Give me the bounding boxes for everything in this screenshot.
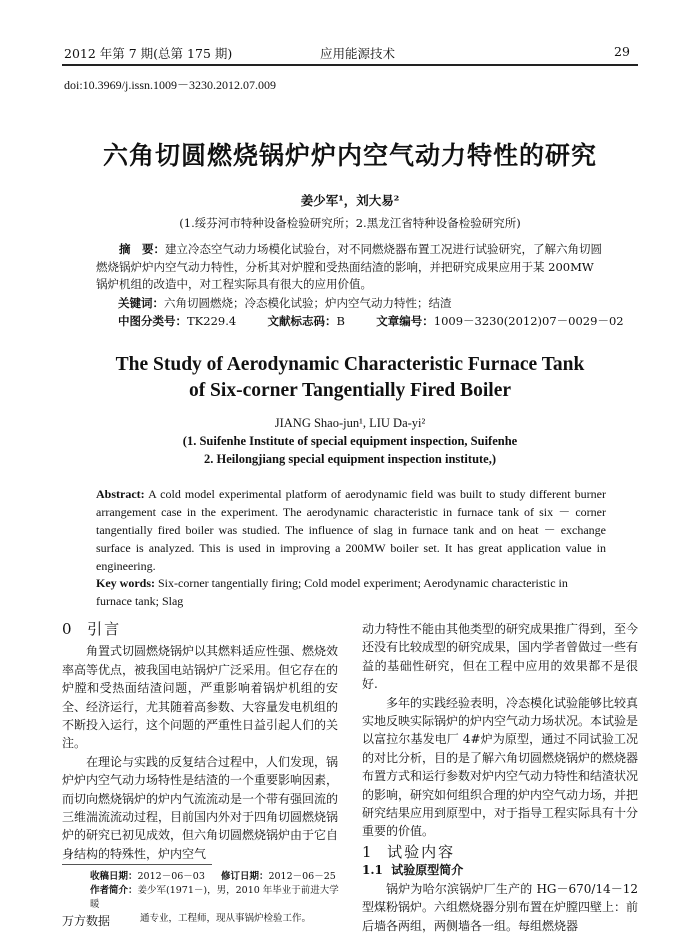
keywords-cn-text: 六角切圆燃烧；冷态模化试验；炉内空气动力特性；结渣 xyxy=(164,296,452,310)
keywords-en xyxy=(96,574,606,610)
abstract-en xyxy=(96,485,606,575)
abstract-cn xyxy=(96,241,604,294)
title-en-line1: The Study of Aerodynamic Characteristic Furnace Tank xyxy=(115,354,585,375)
intro-paragraph-4: 多年的实践经验表明，冷态模化试验能够比较真实地反映实际锅炉的炉内空气动力场状况。本试验是以富拉尔基发电厂 4#炉为原型，通过不同试验工况的对比分析，目的是了解六角切圆燃烧锅炉的燃烧器布置方式和运行参数对炉内空气动力特性和结渣状况的影响，研究如何组织合理的炉内空气动力场，并把研究结果应用到原型中，对于指导工程实际具有十分重要的价值。 xyxy=(362,695,639,839)
section-0-number: 0 xyxy=(62,620,74,638)
article-number: 1009－3230(2012)07－0029－02 xyxy=(433,314,624,328)
doc-code: B xyxy=(336,314,345,328)
subsection-1-1-heading xyxy=(362,861,638,879)
affiliations-en-line1: (1. Suifenhe Institute of special equipment inspection, Suifenhe xyxy=(182,434,518,448)
page-number: 29 xyxy=(614,44,630,59)
title-en-line2: of Six-corner Tangentially Fired Boiler xyxy=(188,380,512,401)
intro-paragraph-2: 在理论与实践的反复结合过程中，人们发现，锅炉炉内空气动力场特性是结渣的一个重要影响因素，而切向燃烧锅炉的炉内气流流动是一个带有强回流的三维湍流流动过程，目前国内外对于四角切圆燃烧锅炉的研究已初见成效，但六角切圆燃烧锅炉由于它自身结构的特殊性，炉内空气 xyxy=(62,754,339,861)
revised-label: 修订日期： xyxy=(220,871,269,882)
article-number-label: 文章编号： xyxy=(376,314,434,328)
authors-cn: 姜少军¹，刘大易² xyxy=(300,193,400,208)
abstract-en-label: Abstract: xyxy=(96,487,145,501)
abstract-en-text: A cold model experimental platform of aerodynamic field was built to study different burner arrangement case in the experiment. The aerodynamic characteristic in furnace tank of six － corner tangentially fired boiler was studied. The influence of slag in furnace tank and on heat － exchange surface is analyzed. This is used in improving a 200MW boiler set. It has great application value in engineering. xyxy=(96,487,607,573)
clc-code: TK229.4 xyxy=(187,314,237,328)
watermark: 万方数据 xyxy=(62,914,111,928)
authors-en: JIANG Shao-jun¹, LIU Da-yi² xyxy=(274,416,426,430)
journal-issue: 2012 年第 7 期(总第 175 期) xyxy=(64,46,233,61)
footnote-author xyxy=(90,884,340,912)
right-column xyxy=(362,620,638,935)
author-bio-line1: 姜少军(1971－)，男，2010 年毕业于前进大学暖 xyxy=(90,885,339,910)
subsection-1-1-number: 1.1 xyxy=(362,863,383,878)
section-1-heading xyxy=(362,843,638,861)
intro-paragraph-3: 动力特性不能由其他类型的研究成果推广得到，至今还没有比较成型的研究成果，国内学者曾做过一些有益的基础性研究，但在工程中应用的效果都不是很好. xyxy=(362,622,639,692)
keywords-cn xyxy=(118,295,604,313)
author-bio-line2: 通专业，工程师，现从事锅炉检验工作。 xyxy=(140,913,312,924)
subsection-1-1-title: 试验原型简介 xyxy=(391,863,464,878)
section-0-title: 引言 xyxy=(87,620,122,638)
abstract-cn-text: 建立冷态空气动力场模化试验台，对不同燃烧器布置工况进行试验研究，了解六角切圆燃烧锅炉炉内空气动力特性，分析其对炉膛和受热面结渣的影响，并把研究成果应用于某 200MW 锅炉机组的改造中，对工程实际具有很大的应用价值。 xyxy=(96,242,602,291)
section-1-title: 试验内容 xyxy=(387,842,456,861)
classification xyxy=(118,313,624,331)
revised-date: 2012－06－25 xyxy=(268,871,336,882)
footnote xyxy=(90,870,340,926)
keywords-en-text: Six-corner tangentially firing; Cold model experiment; Aerodynamic characteristic in furnace tank; Slag xyxy=(96,576,568,608)
keywords-cn-label: 关键词： xyxy=(118,296,164,310)
affiliations-en-line2: 2. Heilongjiang special equipment inspection institute,) xyxy=(203,452,497,466)
title-cn: 六角切圆燃烧锅炉炉内空气动力特性的研究 xyxy=(102,141,597,170)
left-column xyxy=(62,620,338,863)
intro-paragraph-1: 角置式切圆燃烧锅炉以其燃料适应性强、燃烧效率高等优点，被我国电站锅炉广泛采用。但它存在的炉膛和受热面结渣问题，严重影响着锅炉机组的安全、经济运行，尤其随着高参数、大容量发电机组的不断投入运行，这个问题的严重性日益引起人们的关注。 xyxy=(62,644,339,751)
footnote-rule xyxy=(62,864,212,865)
journal-name: 应用能源技术 xyxy=(320,46,396,61)
section-1-paragraph-1: 锅炉为哈尔滨锅炉厂生产的 HG－670/14－12 型煤粉锅炉。六组燃烧器分别布置在炉膛四壁上：前后墙各两组，两侧墙各一组。每组燃烧器 xyxy=(362,881,639,933)
keywords-en-label: Key words: xyxy=(96,576,155,590)
header-rule xyxy=(62,64,638,66)
footnote-dates xyxy=(90,870,340,884)
doi: doi:10.3969/j.issn.1009－3230.2012.07.009 xyxy=(64,78,277,92)
abstract-cn-label: 摘 要： xyxy=(119,242,165,256)
section-1-number: 1 xyxy=(362,842,374,861)
doc-code-label: 文献标志码： xyxy=(267,314,337,328)
received-date: 2012－06－03 xyxy=(137,871,205,882)
section-0-heading xyxy=(62,620,338,638)
author-bio-label: 作者简介： xyxy=(90,885,138,896)
clc-label: 中图分类号： xyxy=(118,314,187,328)
received-label: 收稿日期： xyxy=(90,871,138,882)
affiliations-cn: (1.绥芬河市特种设备检验研究所；2.黑龙江省特种设备检验研究所) xyxy=(179,216,521,230)
